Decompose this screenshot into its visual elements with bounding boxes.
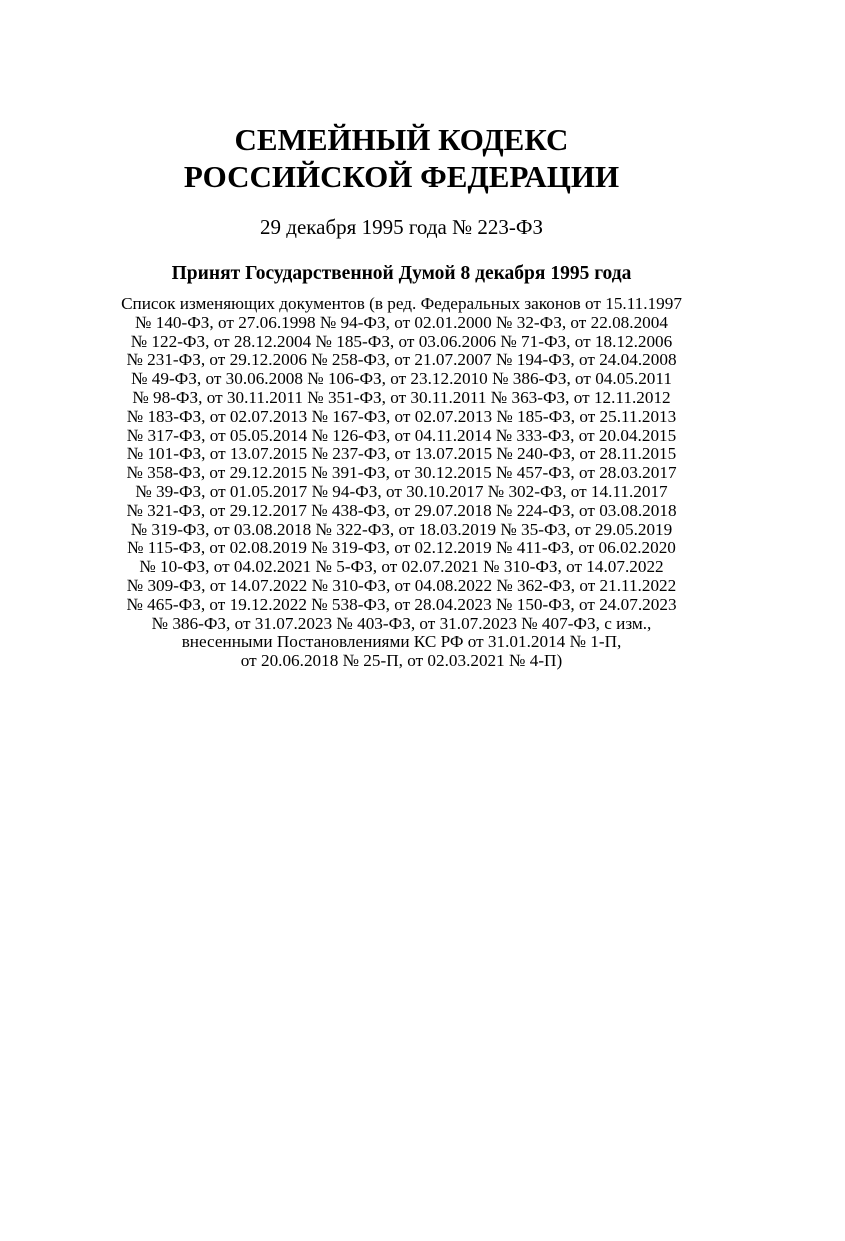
amendment-line: № 386-ФЗ, от 31.07.2023 № 403-ФЗ, от 31.07.2023 № 407-ФЗ, с изм., bbox=[151, 613, 652, 633]
amendment-line: № 49-ФЗ, от 30.06.2008 № 106-ФЗ, от 23.12.2010 № 386-ФЗ, от 04.05.2011 bbox=[131, 369, 672, 389]
amendment-line: № 101-ФЗ, от 13.07.2015 № 237-ФЗ, от 13.07.2015 № 240-ФЗ, от 28.11.2015 bbox=[126, 444, 677, 464]
amendment-line: внесенными Постановлениями КС РФ от 31.01.2014 № 1-П, bbox=[181, 632, 622, 652]
amendment-line: № 319-ФЗ, от 03.08.2018 № 322-ФЗ, от 18.03.2019 № 35-ФЗ, от 29.05.2019 bbox=[130, 519, 673, 539]
amendment-line: № 358-ФЗ, от 29.12.2015 № 391-ФЗ, от 30.12.2015 № 457-ФЗ, от 28.03.2017 bbox=[126, 463, 677, 483]
document-title-line-2: РОССИЙСКОЙ ФЕДЕРАЦИИ bbox=[183, 159, 620, 194]
amendment-line: № 317-ФЗ, от 05.05.2014 № 126-ФЗ, от 04.11.2014 № 333-ФЗ, от 20.04.2015 bbox=[126, 425, 677, 445]
amendment-line: № 321-ФЗ, от 29.12.2017 № 438-ФЗ, от 29.07.2018 № 224-ФЗ, от 03.08.2018 bbox=[126, 500, 677, 520]
amendment-line: № 115-ФЗ, от 02.08.2019 № 319-ФЗ, от 02.12.2019 № 411-ФЗ, от 06.02.2020 bbox=[127, 538, 676, 558]
amendment-line: № 183-ФЗ, от 02.07.2013 № 167-ФЗ, от 02.07.2013 № 185-ФЗ, от 25.11.2013 bbox=[126, 406, 677, 426]
amendment-line: № 465-ФЗ, от 19.12.2022 № 538-ФЗ, от 28.04.2023 № 150-ФЗ, от 24.07.2023 bbox=[126, 594, 677, 614]
adopted-by-statement: Принят Государственной Думой 8 декабря 1995 года bbox=[171, 263, 632, 284]
amendment-line: Список изменяющих документов (в ред. Федеральных законов от 15.11.1997 bbox=[121, 294, 682, 313]
amendment-line: № 231-ФЗ, от 29.12.2006 № 258-ФЗ, от 21.07.2007 № 194-ФЗ, от 24.04.2008 bbox=[126, 350, 677, 370]
amendment-line: № 122-ФЗ, от 28.12.2004 № 185-ФЗ, от 03.06.2006 № 71-ФЗ, от 18.12.2006 bbox=[130, 331, 673, 351]
amendment-line: № 39-ФЗ, от 01.05.2017 № 94-ФЗ, от 30.10.2017 № 302-ФЗ, от 14.11.2017 bbox=[135, 481, 668, 501]
amendment-line: № 309-ФЗ, от 14.07.2022 № 310-ФЗ, от 04.08.2022 № 362-ФЗ, от 21.11.2022 bbox=[126, 575, 677, 595]
amendment-line: от 20.06.2018 № 25-П, от 02.03.2021 № 4-П) bbox=[240, 651, 563, 671]
document-date-number: 29 декабря 1995 года № 223-ФЗ bbox=[260, 215, 543, 239]
amendments-list bbox=[0, 295, 803, 671]
document-title-line-1: СЕМЕЙНЫЙ КОДЕКС bbox=[234, 122, 569, 157]
amendment-line: № 140-ФЗ, от 27.06.1998 № 94-ФЗ, от 02.01.2000 № 32-ФЗ, от 22.08.2004 bbox=[135, 312, 668, 332]
amendment-line: № 98-ФЗ, от 30.11.2011 № 351-ФЗ, от 30.11.2011 № 363-ФЗ, от 12.11.2012 bbox=[132, 387, 671, 407]
amendment-line: № 10-ФЗ, от 04.02.2021 № 5-ФЗ, от 02.07.2021 № 310-ФЗ, от 14.07.2022 bbox=[139, 557, 664, 577]
